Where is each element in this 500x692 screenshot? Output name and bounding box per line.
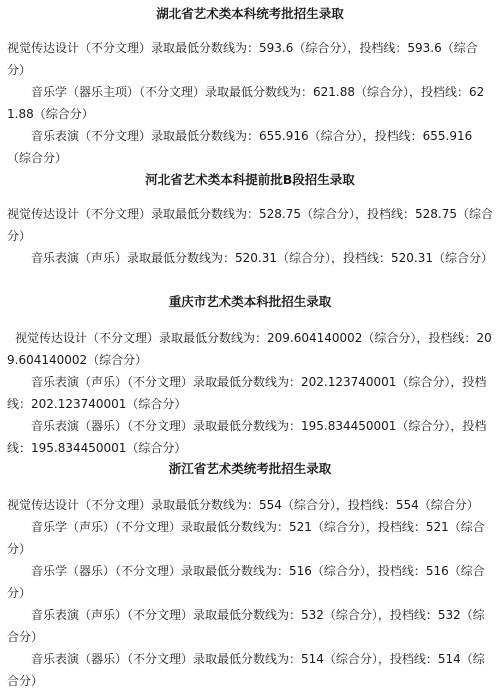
section-hubei [0,5,500,169]
admission-paragraph: 视觉传达设计（不分文理）录取最低分数线为：209.604140002（综合分），投档线：209.604140002（综合分） [7,331,492,367]
admission-paragraph: 音乐表演（声乐）录取最低分数线为：520.31（综合分），投档线：520.31（综合分） [31,251,493,265]
admission-paragraph: 音乐表演（声乐）（不分文理）录取最低分数线为：202.123740001（综合分），投档线：202.123740001（综合分） [7,375,487,411]
admission-paragraph: 音乐表演（器乐）（不分文理）录取最低分数线为：514（综合分），投档线：514（综合分） [7,652,485,688]
section-title: 河北省艺术类本科提前批B段招生录取 [145,172,355,187]
admission-paragraph: 音乐学（器乐）（不分文理）录取最低分数线为：516（综合分），投档线：516（综合分） [7,564,485,600]
admission-paragraph: 视觉传达设计（不分文理）录取最低分数线为：593.6（综合分），投档线：593.6（综合分） [7,41,478,77]
admission-paragraph: 音乐表演（声乐）（不分文理）录取最低分数线为：532（综合分），投档线：532（综合分） [7,608,485,644]
admission-paragraph: 视觉传达设计（不分文理）录取最低分数线为：528.75（综合分），投档线：528.75（综合分） [7,207,493,243]
admission-paragraph: 视觉传达设计（不分文理）录取最低分数线为：554（综合分），投档线：554（综合分） [7,498,479,512]
admission-paragraph: 音乐学（器乐主项）（不分文理）录取最低分数线为：621.88（综合分），投档线：621.88（综合分） [7,85,485,121]
section-title: 浙江省艺术类统考批招生录取 [168,461,332,476]
section-title: 湖北省艺术类本科统考批招生录取 [156,6,344,21]
section-chongqing [0,293,500,459]
admission-paragraph: 音乐表演（不分文理）录取最低分数线为：655.916（综合分），投档线：655.916（综合分） [7,129,473,165]
admission-paragraph: 音乐学（声乐）（不分文理）录取最低分数线为：521（综合分），投档线：521（综合分） [7,520,485,556]
admission-paragraph: 音乐表演（器乐）（不分文理）录取最低分数线为：195.834450001（综合分），投档线：195.834450001（综合分） [7,419,487,455]
section-title: 重庆市艺术类本科批招生录取 [168,294,332,309]
section-hebei [0,171,500,269]
section-zhejiang [0,460,500,692]
